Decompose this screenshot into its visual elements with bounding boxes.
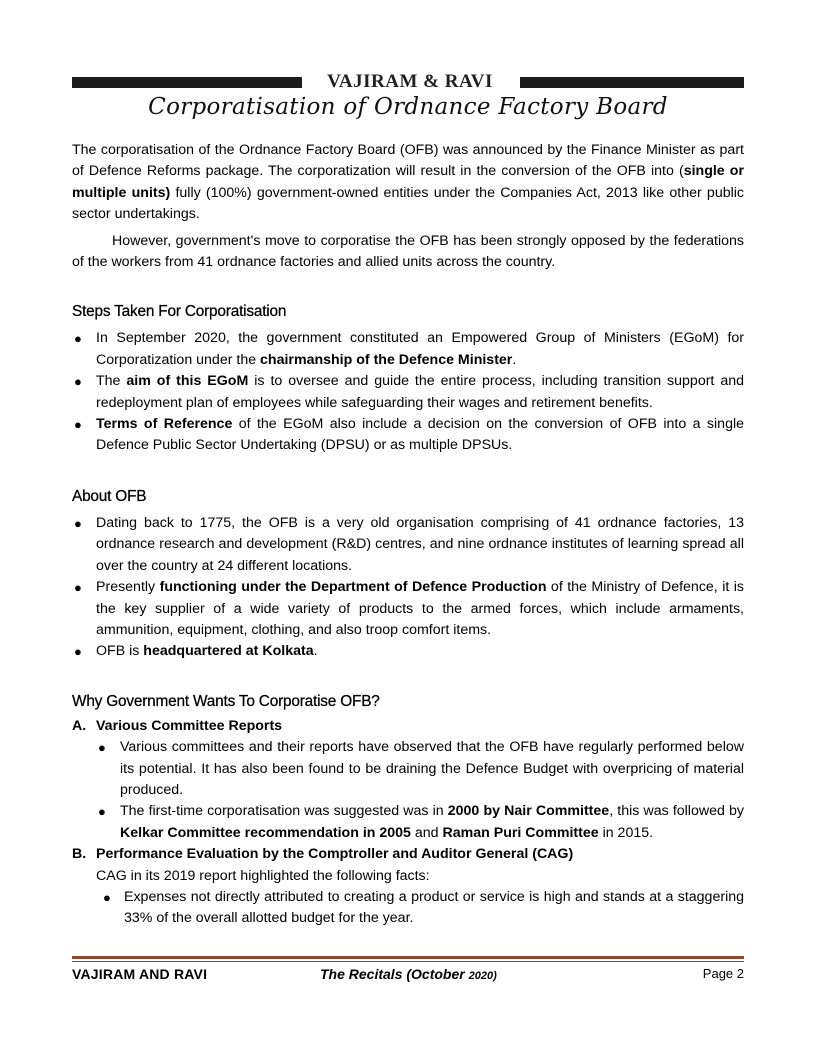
page-footer: [72, 966, 744, 986]
bullet-icon: ●: [74, 580, 82, 596]
brand-header-bar: [72, 71, 744, 92]
bullet-icon: ●: [103, 889, 111, 905]
footer-rule: [72, 956, 744, 959]
about-list: [72, 513, 744, 663]
cag-facts-list: [72, 887, 744, 930]
footer-publication: The Recitals (October 2020): [320, 966, 497, 982]
bullet-icon: ●: [98, 804, 106, 820]
main-content: [72, 140, 744, 930]
bullet-icon: ●: [98, 740, 106, 756]
subsection-heading-a: A. Various Committee Reports: [72, 717, 283, 734]
intro-paragraph-1: The corporatisation of the Ordnance Factory Board (OFB) was announced by the Finance Minister as part of Defence Reforms package. The corporatization will result in the conversion of the OFB into (single or multiple units) fully (100%) government-owned entities under the Companies Act, 2013 like other public sector undertakings.: [72, 142, 744, 223]
list-item: ● Various committees and their reports have observed that the OFB have regularly performed below its potential. It has also been found to be draining the Defence Budget with overpricing of material produced.: [98, 739, 744, 798]
subsection-heading-b: B. Performance Evaluation by the Comptroller and Auditor General (CAG): [72, 846, 574, 863]
steps-list: [72, 328, 744, 456]
footer-publisher: VAJIRAM AND RAVI: [72, 966, 208, 982]
bullet-icon: ●: [74, 374, 82, 390]
section-heading-steps: Steps Taken For Corporatisation: [72, 303, 287, 321]
section-heading-why: Why Government Wants To Corporatise OFB?: [72, 692, 380, 710]
cag-intro: CAG in its 2019 report highlighted the following facts:: [96, 867, 430, 884]
list-item: ● Expenses not directly attributed to creating a product or service is high and stands at a staggering 33% of the overall allotted budget for the year.: [103, 888, 744, 927]
list-item: ● Presently functioning under the Department of Defence Production of the Ministry of Defence, it is the key supplier of a wide variety of products to the armed forces, which include armaments, ammunition, equipment, clothing, and also troop comfort items.: [74, 579, 744, 638]
list-item: ● The aim of this EGoM is to oversee and guide the entire process, including transition support and redeployment plan of employees while safeguarding their wages and retirement benefits.: [74, 373, 744, 411]
intro-paragraph-2: However, government's move to corporatise the OFB has been strongly opposed by the federations of the workers from 41 ordnance factories and allied units across the country.: [72, 232, 744, 271]
header-rule-left: [72, 77, 302, 88]
list-item: ● In September 2020, the government constituted an Empowered Group of Ministers (EGoM) for Corporatization under the chairmanship of the Defence Minister.: [74, 330, 744, 368]
footer-rule-thin: [72, 961, 744, 962]
bullet-icon: ●: [74, 417, 82, 433]
brand-name: VAJIRAM & RAVI: [327, 71, 493, 92]
bullet-icon: ●: [74, 644, 82, 660]
list-item: ● Dating back to 1775, the OFB is a very old organisation comprising of 41 ordnance factories, 13 ordnance research and development (R&D) centres, and nine ordnance institutes of learning spread all over the country at 24 different locations.: [74, 514, 744, 574]
document-title: Corporatisation of Ordnance Factory Board: [148, 94, 668, 120]
list-item: ● OFB is headquartered at Kolkata.: [72, 641, 744, 662]
page-number: Page 2: [702, 966, 744, 981]
list-item: ● The first-time corporatisation was suggested was in 2000 by Nair Committee, this was followed by Kelkar Committee recommendation in 2005 and Raman Puri Committee in 2015.: [98, 803, 744, 841]
list-item: ● Terms of Reference of the EGoM also include a decision on the conversion of OFB into a single Defence Public Sector Undertaking (DPSU) or as multiple DPSUs.: [74, 416, 744, 454]
section-heading-about: About OFB: [72, 487, 147, 505]
committee-reports-list: [72, 737, 744, 844]
bullet-icon: ●: [74, 331, 82, 347]
header-rule-right: [520, 77, 744, 88]
bullet-icon: ●: [74, 515, 82, 531]
